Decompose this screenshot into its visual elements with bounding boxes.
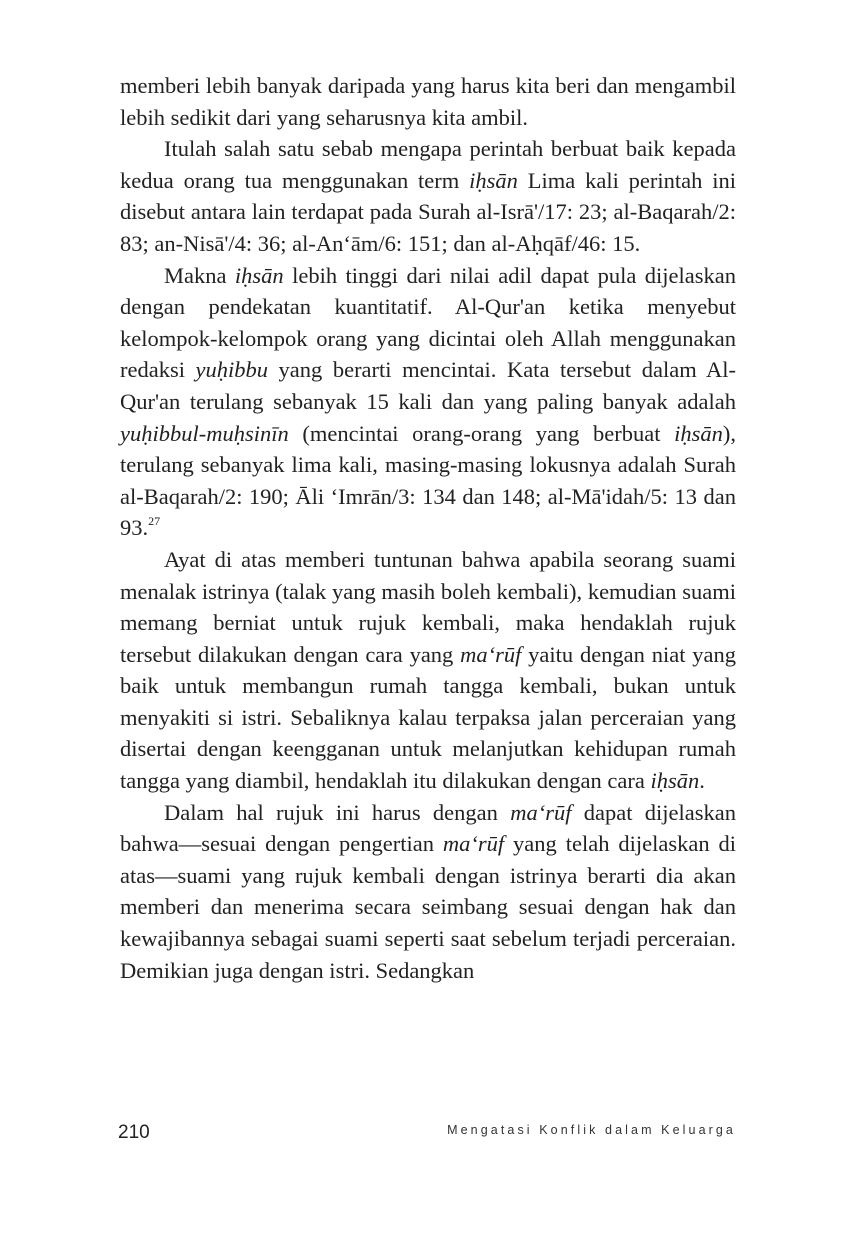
text-run: dapat dijelaskan bahwa—sesuai dengan pengertian [120,799,736,857]
italic-term: iḥsān [234,262,284,288]
paragraph [120,133,736,259]
italic-term: ma‘rūf [460,641,522,667]
paragraph [120,70,736,133]
text-run: Dalam hal rujuk ini harus dengan [164,799,511,825]
running-footer-title: Mengatasi Konflik dalam Keluarga [447,1123,736,1137]
italic-term: iḥsān [650,768,700,794]
text-run: (mencintai orang-orang yang berbuat [288,420,675,446]
text-run: lebih tinggi dari nilai adil dapat pula dijelaskan dengan pendekatan kuantitatif. Al-Qur'an ketika menyebut kelompok-kelompok orang yang dicintai oleh Allah menggunakan redaksi [120,262,737,383]
text-run: . [699,768,705,794]
italic-term: yuḥibbul-muḥsinīn [120,420,289,446]
paragraph [120,260,736,544]
italic-term: yuḥibbu [195,357,269,383]
footnote-marker: 27 [148,514,161,529]
italic-term: iḥsān [674,420,723,446]
text-run: Lima kali perintah ini disebut antara lain terdapat pada Surah al-Isrā'/17: 23; al-Baqarah/2: 83; an-Nisā'/4: 36; al-An‘ām/6: 151; dan al-Aḥqāf/46: 15. [120,167,736,256]
paragraph [120,797,736,987]
italic-term: iḥsān [469,167,518,193]
page-number: 210 [118,1122,150,1143]
text-run: Makna [164,262,235,288]
text-run: Itulah salah satu sebab mengapa perintah berbuat baik kepada kedua orang tua menggunakan term [120,136,736,193]
body-text [120,70,736,986]
italic-term: ma‘rūf [510,799,572,825]
text-run: memberi lebih banyak daripada yang harus kita beri dan mengambil lebih sedikit dari yang seharusnya kita ambil. [120,73,736,130]
text-run: ), terulang sebanyak lima kali, masing-masing lokusnya adalah Surah al-Baqarah/2: 190; Āli ‘Imrān/3: 134 dan 148; al-Mā'idah/5: 13 dan 93. [120,420,736,541]
paragraph [120,544,736,797]
text-run: yaitu dengan niat yang baik untuk membangun rumah tangga kembali, bukan untuk menyakiti si istri. Sebaliknya kalau terpaksa jalan perceraian yang disertai dengan keengganan untuk melanjutkan kehidupan rumah tangga yang diambil, hendaklah itu dilakukan dengan cara [120,641,736,794]
text-run: Ayat di atas memberi tuntunan bahwa apabila seorang suami menalak istrinya (talak yang masih boleh kembali), kemudian suami memang berniat untuk rujuk kembali, maka hendaklah rujuk tersebut dilakukan dengan cara yang [120,546,736,667]
italic-term: ma‘rūf [442,831,505,857]
text-run: yang berarti mencintai. Kata tersebut dalam Al-Qur'an terulang sebanyak 15 kali dan yang paling banyak adalah [120,357,736,414]
text-run: yang telah dijelaskan di atas—suami yang rujuk kembali dengan istrinya berarti dia akan memberi dan menerima secara seimbang sesuai dengan hak dan kewajibannya sebagai suami seperti saat sebelum terjadi perceraian. Demikian juga dengan istri. Sedangkan [120,831,736,983]
